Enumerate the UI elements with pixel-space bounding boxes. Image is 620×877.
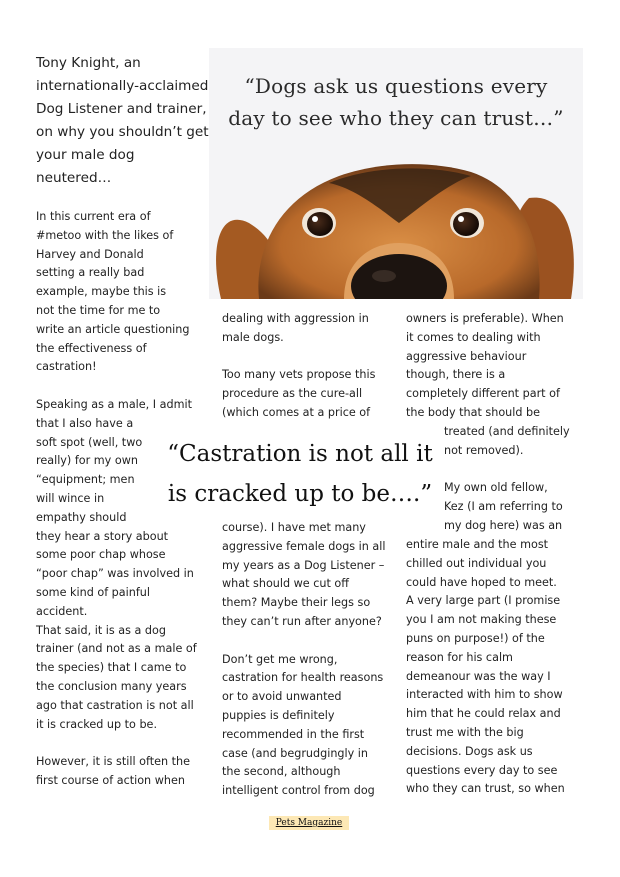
text-line: setting a really bad (36, 266, 145, 280)
text-line: Dog Listener and trainer, (36, 101, 207, 117)
text-line: questions every day to see (406, 763, 558, 777)
text-line: puns on purpose!) of the (406, 631, 545, 645)
column-3-bottom (406, 536, 586, 799)
text-line: first course of action when (36, 773, 185, 787)
text-line: case (and begrudgingly in (222, 746, 369, 760)
text-line: (which comes at a price of (222, 405, 371, 419)
text-line: chilled out individual you (406, 556, 547, 570)
text-line: some poor chap whose (36, 548, 166, 562)
paragraph (406, 310, 586, 423)
column-2-bottom (222, 519, 402, 801)
text-line: “Castration is not all it (167, 441, 433, 467)
text-line: intelligent control from dog (222, 784, 375, 798)
text-line: empathy should (36, 510, 127, 524)
text-line: castration! (36, 360, 97, 374)
text-line: the second, although (222, 765, 341, 779)
text-line: “poor chap” was involved in (36, 567, 194, 581)
text-line: “equipment; men (36, 473, 135, 487)
text-line: decisions. Dogs ask us (406, 744, 533, 758)
text-line: male dogs. (222, 330, 284, 344)
text-line: accident. (36, 604, 88, 618)
text-line: entire male and the most (406, 538, 549, 551)
text-line: could have hoped to meet. (406, 575, 557, 589)
text-line: castration for health reasons (222, 671, 384, 685)
text-line: procedure as the cure-all (222, 387, 363, 401)
text-line: course). I have met many (222, 521, 366, 534)
paragraph (444, 479, 586, 535)
text-line: it comes to dealing with (406, 330, 541, 344)
text-line: some kind of painful (36, 585, 150, 599)
text-line: My own old fellow, (444, 481, 548, 495)
text-line: trust me with the big (406, 725, 524, 739)
text-line: dealing with aggression in (222, 312, 369, 325)
text-line: owners is preferable). When (406, 312, 564, 325)
paragraph (36, 753, 216, 791)
pull-quote (160, 434, 440, 514)
hero-quote (209, 70, 583, 134)
text-line: puppies is definitely (222, 708, 335, 722)
hero-image (209, 48, 583, 299)
text-line: they can’t run after anyone? (222, 614, 382, 628)
text-line: though, there is a (406, 368, 506, 382)
text-line: Speaking as a male, I admit (36, 397, 192, 411)
text-line: really) for my own (36, 454, 138, 468)
text-line: treated (and definitely (444, 425, 570, 438)
text-line: recommended in the first (222, 727, 365, 741)
text-line: them? Maybe their legs so (222, 596, 371, 610)
text-line: not the time for me to (36, 303, 161, 317)
text-line: In this current era of (36, 210, 151, 223)
text-line: completely different part of (406, 387, 560, 401)
text-line: my years as a Dog Listener – (222, 558, 385, 572)
text-line: him that he could relax and (406, 707, 561, 721)
column-3-indented (444, 423, 586, 536)
text-line: However, it is still often the (36, 755, 191, 769)
text-line: reason for his calm (406, 650, 513, 664)
magazine-footer-label: Pets Magazine (269, 816, 349, 830)
text-line: neutered… (36, 170, 112, 186)
text-line: aggressive behaviour (406, 349, 527, 363)
text-line: or to avoid unwanted (222, 690, 342, 704)
text-line: “Dogs ask us questions every (244, 74, 548, 98)
paragraph (222, 310, 402, 348)
paragraph (406, 536, 586, 799)
text-line: Tony Knight, an (36, 55, 141, 71)
text-line: what should we cut off (222, 577, 349, 591)
text-line: A very large part (I promise (406, 594, 561, 608)
text-line: is cracked up to be….” (167, 481, 433, 507)
text-line: trainer (and not as a male of (36, 642, 197, 656)
text-line: the conclusion many years (36, 679, 187, 693)
text-line: on why you shouldn’t get (36, 124, 209, 140)
paragraph (36, 622, 216, 735)
text-line: Kez (I am referring to (444, 500, 563, 514)
text-line: example, maybe this is (36, 285, 167, 299)
text-line: you I am not making these (406, 613, 557, 627)
paragraph (36, 208, 216, 377)
text-line: internationally-acclaimed (36, 78, 209, 94)
text-line: that I also have a (36, 416, 134, 430)
text-line: day to see who they can trust…” (228, 106, 564, 130)
text-line: aggressive female dogs in all (222, 539, 386, 553)
column-3-top (406, 310, 586, 423)
text-line: they hear a story about (36, 529, 169, 543)
text-line: not removed). (444, 443, 524, 457)
paragraph (444, 423, 586, 461)
paragraph (222, 651, 402, 801)
text-line: That said, it is as a dog (36, 623, 166, 637)
text-line: Too many vets propose this (222, 368, 376, 382)
text-line: my dog here) was an (444, 518, 563, 532)
paragraph (222, 519, 402, 632)
article-intro (36, 52, 209, 190)
text-line: your male dog (36, 147, 135, 163)
text-line: the species) that I came to (36, 661, 187, 675)
text-line: Don’t get me wrong, (222, 652, 338, 666)
text-line: demeanour was the way I (406, 669, 551, 683)
text-line: interacted with him to show (406, 688, 563, 702)
text-line: write an article questioning (36, 322, 190, 336)
text-line: ago that castration is not all (36, 698, 194, 712)
text-line: the effectiveness of (36, 341, 147, 355)
text-line: the body that should be (406, 405, 541, 419)
text-line: it is cracked up to be. (36, 717, 157, 731)
text-line: #metoo with the likes of (36, 228, 174, 242)
text-line: who they can trust, so when (406, 782, 565, 796)
text-line: will wince in (36, 491, 105, 505)
text-line: Harvey and Donald (36, 247, 144, 261)
column-2-top (222, 310, 402, 423)
text-line: soft spot (well, two (36, 435, 143, 449)
paragraph (222, 366, 402, 422)
